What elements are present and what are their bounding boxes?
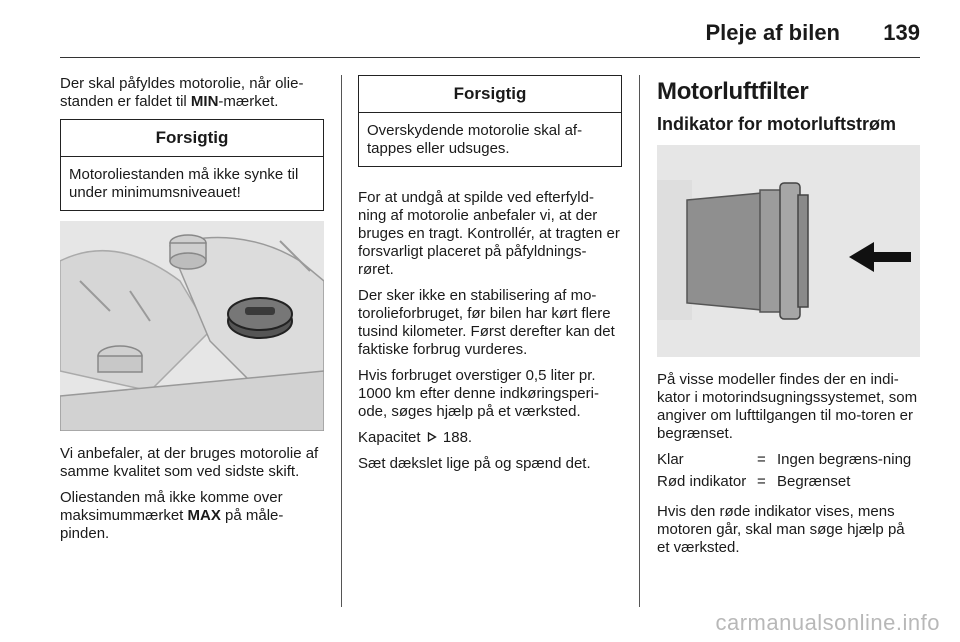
- red-indicator-paragraph: Hvis den røde indikator vises, mens motoren går, skal man søge hjælp på et værksted.: [657, 503, 905, 556]
- max-mark-paragraph: Oliestanden må ikke komme over maksimummærket MAX på måle-pinden.: [60, 489, 284, 542]
- funnel-paragraph: For at undgå at spilde ved efterfyld-ning af motorolie anbefaler vi, at der bruges en tragt. Kontrollér, at tragten er forsvarligt placeret på påfyldnings-røret.: [358, 189, 620, 278]
- caution-heading: Forsigtig: [61, 120, 323, 157]
- page-reference-triangle-icon: [427, 429, 437, 439]
- max-mark-label: MAX: [187, 507, 221, 524]
- definition-row: Klar = Ingen begræns-ning: [657, 451, 912, 468]
- caution-text: Motoroliestanden må ikke synke til under minimumsniveauet!: [69, 166, 299, 201]
- column-2: [358, 75, 622, 481]
- column-1: [60, 75, 324, 551]
- quality-paragraph: Vi anbefaler, at der bruges motorolie af samme kvalitet som ved sidste skift.: [60, 445, 319, 480]
- caution-text: Overskydende motorolie skal af-tappes eller udsuges.: [367, 122, 583, 157]
- column-3: [657, 75, 920, 565]
- consumption-paragraph: Der sker ikke en stabilisering af mo-torolieforbruget, før bilen har kørt flere tusind kilometer. Først derefter kan det faktiske forbrug vurderes.: [358, 287, 615, 358]
- min-mark-label: MIN: [190, 93, 219, 110]
- intro-paragraph: Der skal påfyldes motorolie, når olie-standen er faldet til MIN-mærket.: [60, 75, 304, 110]
- caution-heading: Forsigtig: [359, 76, 621, 113]
- cap-paragraph: Sæt dækslet lige på og spænd det.: [358, 455, 591, 472]
- air-flow-indicator-illustration: [657, 145, 920, 357]
- column-divider-1: [341, 75, 342, 607]
- engine-oil-cap-illustration: [60, 221, 324, 431]
- chapter-title: Pleje af bilen: [705, 20, 840, 45]
- indicator-paragraph: På visse modeller findes der en indi-kator i motorindsugningssystemet, som angiver om lufttilgangen til mo-toren er begrænset.: [657, 371, 918, 442]
- definition-row: Rød indikator = Begrænset: [657, 473, 851, 490]
- header-divider: [60, 57, 920, 58]
- capacity-page-link[interactable]: 188.: [442, 429, 473, 446]
- workshop-paragraph: Hvis forbruget overstiger 0,5 liter pr. 1000 km efter denne indkøringsperi-ode, søges hjælp på et værksted.: [358, 367, 599, 420]
- page-header: [0, 0, 960, 58]
- column-divider-2: [639, 75, 640, 607]
- subsection-title: Indikator for motorluftstrøm: [657, 114, 896, 134]
- indicator-definitions: [657, 451, 920, 491]
- page-number: 139: [883, 20, 920, 45]
- caution-box-min-level: [60, 119, 324, 211]
- caution-box-excess-oil: [358, 75, 622, 167]
- section-title: Motorluftfilter: [657, 78, 809, 105]
- watermark: carmanualsonline.info: [715, 610, 940, 635]
- capacity-paragraph: Kapacitet 188.: [358, 429, 473, 446]
